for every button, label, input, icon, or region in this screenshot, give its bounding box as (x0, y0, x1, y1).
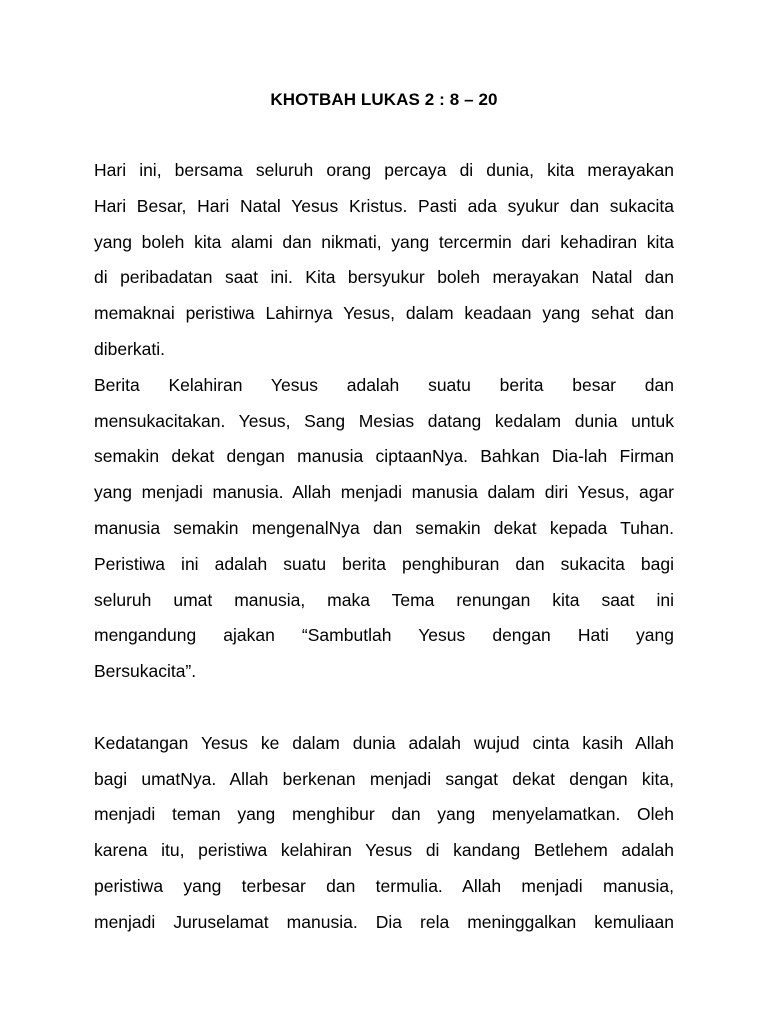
text-line: di peribadatan saat ini. Kita bersyukur boleh merayakan Natal dan (94, 267, 674, 288)
text-line: yang menjadi manusia. Allah menjadi manusia dalam diri Yesus, agar (94, 482, 674, 503)
text-line: Berita Kelahiran Yesus adalah suatu berita besar dan (94, 374, 674, 395)
text-line: mensukacitakan. Yesus, Sang Mesias datang kedalam dunia untuk (94, 410, 674, 431)
text-line: mengandung ajakan “Sambutlah Yesus dengan Hati yang (94, 625, 674, 646)
text-line: Hari Besar, Hari Natal Yesus Kristus. Pasti ada syukur dan sukacita (94, 195, 674, 216)
text-line: menjadi teman yang menghibur dan yang menyelamatkan. Oleh (94, 804, 674, 825)
text-line: menjadi Juruselamat manusia. Dia rela meninggalkan kemuliaan (94, 911, 674, 932)
paragraph-3 (94, 726, 674, 941)
text-line: semakin dekat dengan manusia ciptaanNya. Bahkan Dia-lah Firman (94, 446, 674, 467)
document-title: KHOTBAH LUKAS 2 : 8 – 20 (270, 90, 498, 109)
text-line: seluruh umat manusia, maka Tema renungan kita saat ini (94, 589, 674, 610)
text-line: yang boleh kita alami dan nikmati, yang tercermin dari kehadiran kita (94, 231, 674, 252)
text-line: bagi umatNya. Allah berkenan menjadi sangat dekat dengan kita, (94, 768, 674, 789)
text-line: diberkati. (94, 338, 166, 359)
text-line: manusia semakin mengenalNya dan semakin dekat kepada Tuhan. (94, 517, 674, 538)
text-line: peristiwa yang terbesar dan termulia. Allah menjadi manusia, (94, 875, 674, 896)
text-line: Kedatangan Yesus ke dalam dunia adalah wujud cinta kasih Allah (94, 732, 674, 753)
text-line: Bersukacita”. (94, 661, 197, 682)
text-line: memaknai peristiwa Lahirnya Yesus, dalam keadaan yang sehat dan (94, 303, 674, 324)
text-line: Peristiwa ini adalah suatu berita penghiburan dan sukacita bagi (94, 553, 674, 574)
paragraph-1 (94, 153, 674, 368)
paragraph-2 (94, 368, 674, 690)
text-line: Hari ini, bersama seluruh orang percaya di dunia, kita merayakan (94, 160, 674, 180)
text-line: karena itu, peristiwa kelahiran Yesus di kandang Betlehem adalah (94, 840, 674, 861)
